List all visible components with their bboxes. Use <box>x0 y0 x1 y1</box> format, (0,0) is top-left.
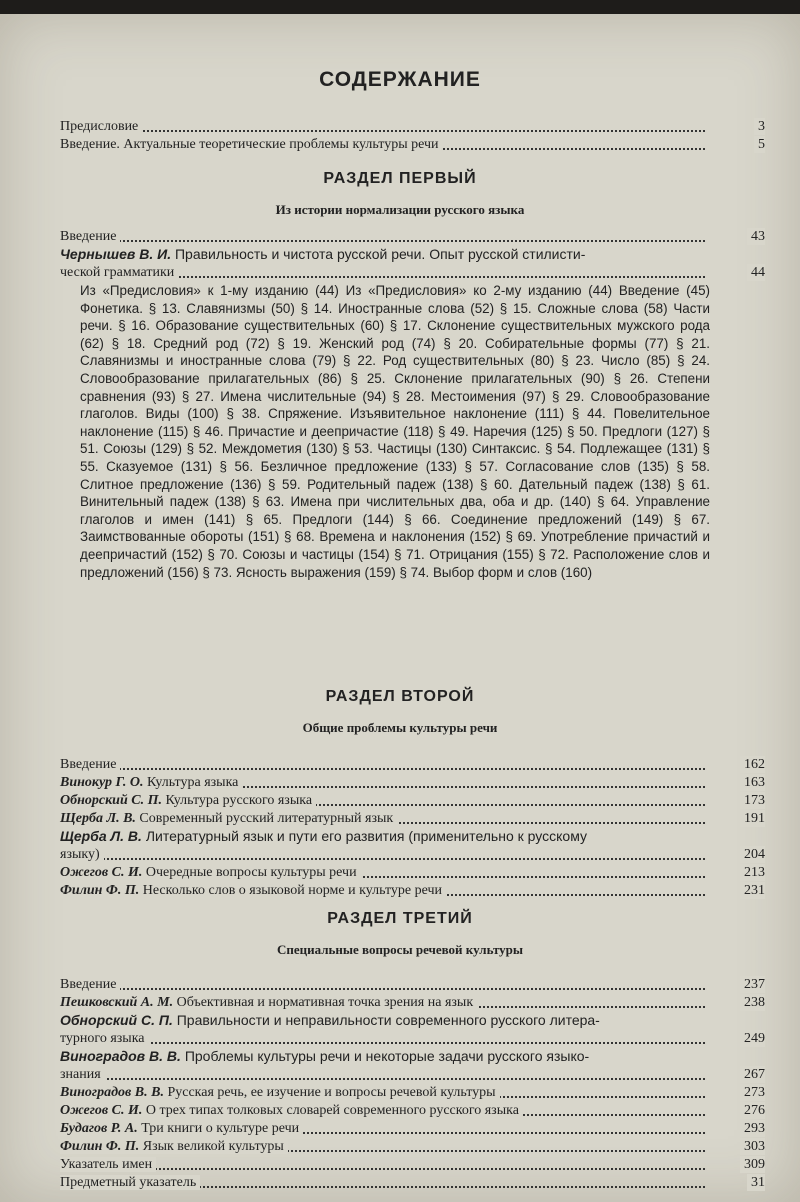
toc-entry <box>60 1156 765 1173</box>
section-subheading: Общие проблемы культуры речи <box>302 720 498 735</box>
toc-entry <box>60 882 765 899</box>
entry-title-cont: языку) <box>60 847 104 862</box>
entry-author: Обнорский С. П. <box>60 793 162 808</box>
entry-author: Винокур Г. О. <box>60 775 144 790</box>
entry-author: Ожегов С. И. <box>60 865 143 880</box>
toc-entry-cont <box>60 1066 765 1083</box>
entry-title: Несколько слов о языковой норме и культуре речи <box>142 883 442 898</box>
toc-entry <box>60 228 765 245</box>
entry-title: Язык великой культуры <box>142 1139 284 1154</box>
toc-entry <box>60 1174 765 1191</box>
toc-page-number: 31 <box>747 1174 765 1191</box>
toc-entry-chernyshev-cont <box>60 264 765 281</box>
toc-page-number: 162 <box>740 756 765 773</box>
entry-author: Виноградов В. В. <box>60 1085 164 1100</box>
toc-entry-chernyshev <box>60 246 760 263</box>
toc-entry <box>60 994 765 1011</box>
toc-entry <box>60 1084 765 1101</box>
entry-author: Обнорский С. П. <box>60 1012 173 1028</box>
toc-entry <box>60 976 765 993</box>
toc-entry <box>60 1048 720 1065</box>
entry-author: Чернышев В. И. <box>60 246 172 262</box>
entry-title: Правильности и неправильности современного русского литера- <box>176 1012 600 1028</box>
toc-page-number: 303 <box>740 1138 765 1155</box>
toc-page-number: 44 <box>747 264 765 281</box>
entry-title-cont: турного языка <box>60 1031 149 1046</box>
section-subheading: Специальные вопросы речевой культуры <box>276 942 524 957</box>
toc-entry-label: Введение <box>60 229 120 244</box>
toc-page-number: 276 <box>740 1102 765 1119</box>
entry-title: Современный русский литературный язык <box>139 811 394 826</box>
entry-title: Введение <box>60 977 117 992</box>
toc-entry <box>60 1012 720 1029</box>
entry-author: Виноградов В. В. <box>60 1048 181 1064</box>
toc-page-number: 231 <box>740 882 765 899</box>
entry-author: Щерба Л. В. <box>60 811 136 826</box>
toc-page-number: 273 <box>740 1084 765 1101</box>
entry-title: Русская речь, ее изучение и вопросы речевой культуры <box>167 1085 496 1100</box>
toc-entry <box>60 756 765 773</box>
toc-entry <box>60 810 765 827</box>
toc-entry-cont <box>60 846 765 863</box>
toc-page-number: 267 <box>740 1066 765 1083</box>
toc-entry <box>60 828 720 845</box>
entry-title: Очередные вопросы культуры речи <box>145 865 357 880</box>
entry-title-cont: ческой грамматики <box>60 265 178 280</box>
entry-title: Правильность и чистота русской речи. Опыт русской стилисти- <box>174 246 586 262</box>
entry-title: Проблемы культуры речи и некоторые задачи русского языко- <box>184 1048 590 1064</box>
toc-page-number: 238 <box>740 994 765 1011</box>
book-page <box>0 14 800 1202</box>
toc-entry-label: Предисловие <box>60 119 142 134</box>
toc-entry-cont <box>60 1030 765 1047</box>
toc-page-number: 204 <box>740 846 765 863</box>
section-subheading: Из истории нормализации русского языка <box>275 202 525 217</box>
toc-entry <box>60 792 765 809</box>
entry-author: Будагов Р. А. <box>60 1121 138 1136</box>
toc-page-number: 249 <box>740 1030 765 1047</box>
toc-page-number: 5 <box>754 136 765 153</box>
entry-title: Предметный указатель <box>60 1175 197 1190</box>
entry-contents-detail: Из «Предисловия» к 1-му изданию (44) Из «Предисловия» ко 2-му изданию (44) Введение (45) Фонетика. § 13. Славянизмы (50) § 14. Иностранные слова (52) § 15. Сложные слова (58) Части речи. § 16. Образование существительных (60) § 17. Склонение существительных мужского рода (62) § 18. Средний род (72) § 19. Женский род (74) § 20. Собирательные формы (77) § 21. Славянизмы и иностранные слова (79) § 22. Род существительных (80) § 23. Число (85) § 24. Словообразование прилагательных (86) § 25. Склонение прилагательных (90) § 26. Степени сравнения (93) § 27. Имена числительные (94) § 28. Местоимения (97) § 29. Словообразование глаголов. Виды (100) § 38. Спряжение. Изъявительное наклонение (111) § 44. Повелительное наклонение (115) § 46. Причастие и деепричастие (118) § 49. Наречия (125) § 50. Предлоги (127) § 51. Союзы (129) § 52. Междометия (130) § 53. Частицы (130) Синтаксис. § 54. Подлежащее (131) § 55. Сказуемое (131) § 56. Безличное предложение (133) § 57. Согласование слов (135) § 58. Слитное предложение (136) § 59. Родительный падеж (138) § 60. Дательный падеж (138) § 61. Винительный падеж (138) § 63. Имена при числительных два, оба и др. (140) § 64. Управление глаголов и имен (141) § 65. Предлоги (144) § 66. Соединение предложений (149) § 67. Заимствованные обороты (151) § 68. Времена и наклонения (152) § 69. Употребление причастий и деепричастий (152) § 70. Союзы и частицы (154) § 71. Отрицания (155) § 72. Расположение слов и предложений (156) § 73. Ясность выражения (159) § 74. Выбор форм и слов (160) <box>80 283 710 580</box>
toc-page-number: 191 <box>740 810 765 827</box>
toc-entry-label: Введение. Актуальные теоретические проблемы культуры речи <box>60 137 443 152</box>
section-heading: РАЗДЕЛ ПЕРВЫЙ <box>323 170 477 187</box>
toc-entry <box>60 774 765 791</box>
toc-page-number: 293 <box>740 1120 765 1137</box>
entry-author: Филин Ф. П. <box>60 1139 140 1154</box>
toc-page-number: 237 <box>740 976 765 993</box>
section-heading: РАЗДЕЛ ТРЕТИЙ <box>327 910 473 927</box>
entry-author: Щерба Л. В. <box>60 828 142 844</box>
entry-title: Литературный язык и пути его развития (применительно к русскому <box>145 828 587 844</box>
page-title: СОДЕРЖАНИЕ <box>319 68 481 91</box>
toc-entry <box>60 1102 765 1119</box>
entry-title: Введение <box>60 757 117 772</box>
section-heading: РАЗДЕЛ ВТОРОЙ <box>325 688 475 705</box>
entry-author: Ожегов С. И. <box>60 1103 143 1118</box>
toc-page-number: 43 <box>747 228 765 245</box>
toc-entry-preface <box>60 118 765 135</box>
toc-entry <box>60 864 765 881</box>
entry-author: Филин Ф. П. <box>60 883 140 898</box>
toc-page-number: 213 <box>740 864 765 881</box>
toc-entry-introduction <box>60 136 765 153</box>
toc-entry <box>60 1138 765 1155</box>
entry-title: Культура языка <box>147 775 239 790</box>
toc-page-number: 309 <box>740 1156 765 1173</box>
entry-title: Указатель имен <box>60 1157 153 1172</box>
book-edge <box>0 0 800 14</box>
entry-title: Объективная и нормативная точка зрения на язык <box>176 995 474 1010</box>
toc-entry <box>60 1120 765 1137</box>
entry-title-cont: знания <box>60 1067 105 1082</box>
toc-page-number: 163 <box>740 774 765 791</box>
toc-page-number: 3 <box>754 118 765 135</box>
entry-title: Три книги о культуре речи <box>141 1121 300 1136</box>
entry-title: Культура русского языка <box>165 793 313 808</box>
entry-title: О трех типах толковых словарей современного русского языка <box>145 1103 519 1118</box>
toc-page-number: 173 <box>740 792 765 809</box>
entry-author: Пешковский А. М. <box>60 995 174 1010</box>
